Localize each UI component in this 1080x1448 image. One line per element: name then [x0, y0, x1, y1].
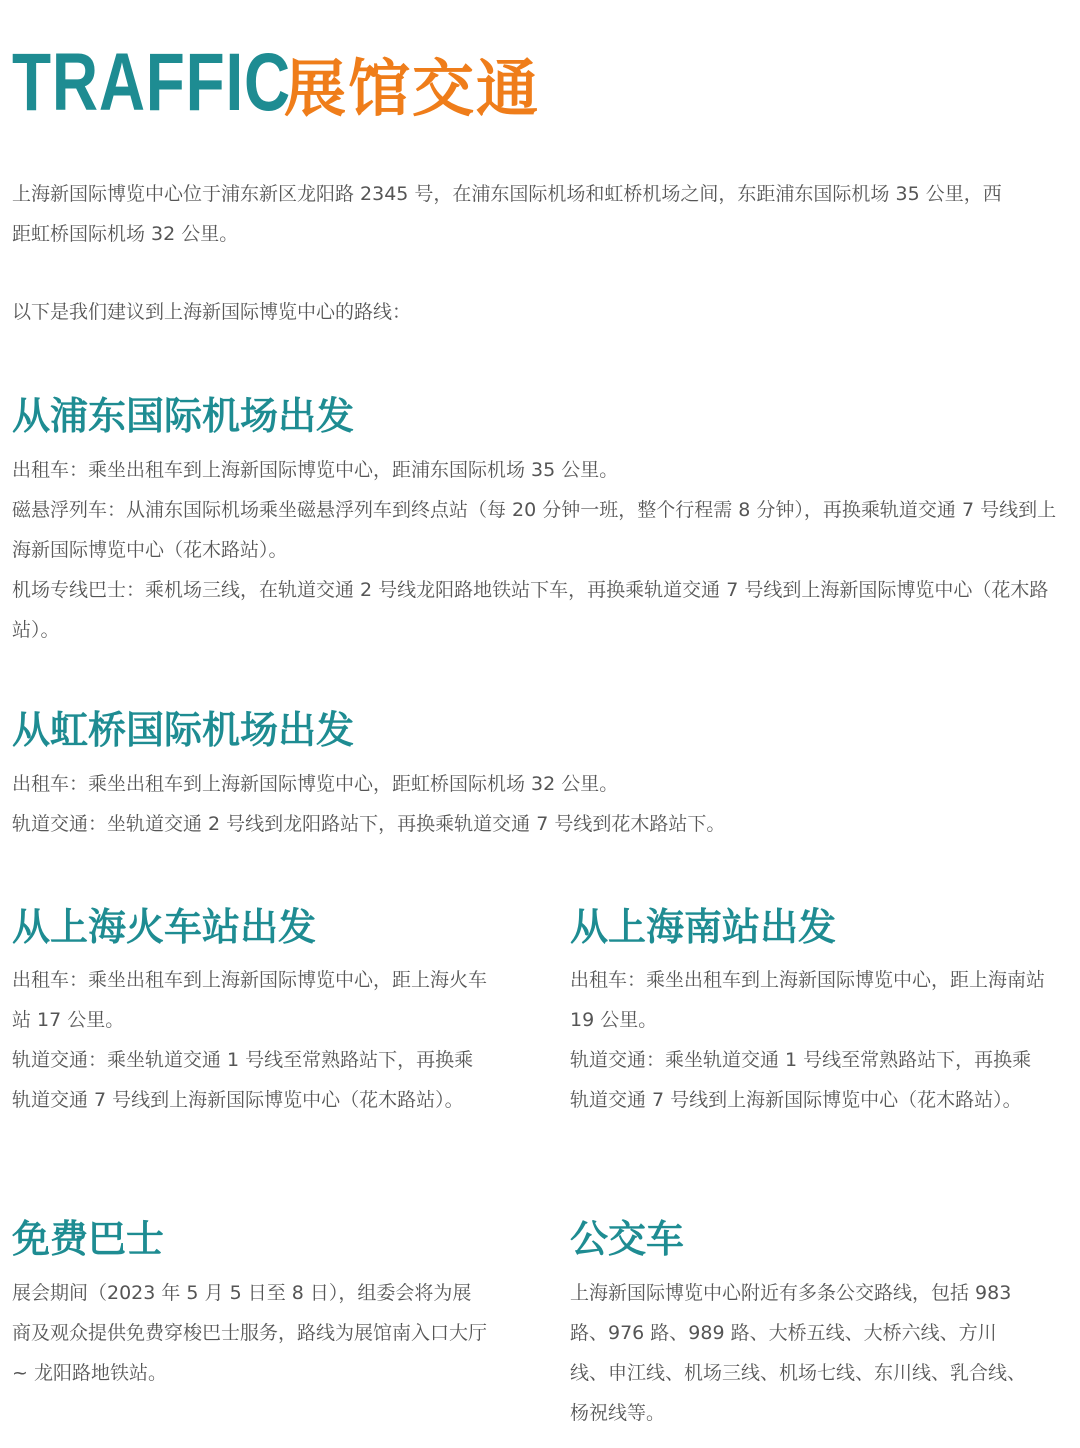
title-english: TRAFFIC — [12, 37, 292, 128]
hongqiao-taxi: 出租车：乘坐出租车到上海新国际博览中心，距虹桥国际机场 32 公里。 — [12, 773, 619, 795]
section-body-bus — [570, 1273, 1030, 1433]
pudong-taxi: 出租车：乘坐出租车到上海新国际博览中心，距浦东国际机场 35 公里。 — [12, 459, 619, 481]
section-title-shuttle: 免费巴士 — [12, 1217, 165, 1261]
shuttle-info: 展会期间（2023 年 5 月 5 日至 8 日），组委会将为展商及观众提供免费穿梭巴士服务，路线为展馆南入口大厅 ~ 龙阳路地铁站。 — [12, 1282, 488, 1384]
section-body-pudong — [12, 450, 1068, 650]
south-metro: 轨道交通：乘坐轨道交通 1 号线至常熟路站下，再换乘轨道交通 7 号线到上海新国际博览中心（花木路站）。 — [570, 1049, 1032, 1111]
railway-taxi: 出租车：乘坐出租车到上海新国际博览中心，距上海火车站 17 公里。 — [12, 969, 488, 1031]
section-body-shuttle — [12, 1273, 490, 1393]
section-title-bus: 公交车 — [570, 1217, 685, 1261]
section-body-south — [570, 960, 1048, 1120]
pudong-airport-bus: 机场专线巴士：乘机场三线，在轨道交通 2 号线龙阳路地铁站下车，再换乘轨道交通 7 号线到上海新国际博览中心（花木路站）。 — [12, 579, 1049, 641]
section-title-railway: 从上海火车站出发 — [12, 905, 317, 949]
title-chinese: 展馆交通 — [284, 52, 541, 125]
intro-location: 上海新国际博览中心位于浦东新区龙阳路 2345 号，在浦东国际机场和虹桥机场之间，东距浦东国际机场 35 公里，西距虹桥国际机场 32 公里。 — [12, 183, 1002, 245]
section-title-hongqiao: 从虹桥国际机场出发 — [12, 708, 355, 752]
pudong-maglev: 磁悬浮列车：从浦东国际机场乘坐磁悬浮列车到终点站（每 20 分钟一班，整个行程需 8 分钟），再换乘轨道交通 7 号线到上海新国际博览中心（花木路站）。 — [12, 499, 1057, 561]
bus-info: 上海新国际博览中心附近有多条公交路线，包括 983 路、976 路、989 路、大桥五线、大桥六线、方川线、申江线、机场三线、机场七线、东川线、乳合线、杨祝线等。 — [570, 1282, 1027, 1424]
section-body-hongqiao — [12, 764, 1068, 844]
section-title-pudong: 从浦东国际机场出发 — [12, 394, 355, 438]
railway-metro: 轨道交通：乘坐轨道交通 1 号线至常熟路站下，再换乘轨道交通 7 号线到上海新国际博览中心（花木路站）。 — [12, 1049, 474, 1111]
intro-routes-lead: 以下是我们建议到上海新国际博览中心的路线： — [12, 301, 412, 323]
section-body-railway — [12, 960, 490, 1120]
south-taxi: 出租车：乘坐出租车到上海新国际博览中心，距上海南站 19 公里。 — [570, 969, 1046, 1031]
hongqiao-metro: 轨道交通：坐轨道交通 2 号线到龙阳路站下，再换乘轨道交通 7 号线到花木路站下。 — [12, 813, 726, 835]
section-title-south: 从上海南站出发 — [570, 905, 837, 949]
page-header — [12, 36, 540, 130]
